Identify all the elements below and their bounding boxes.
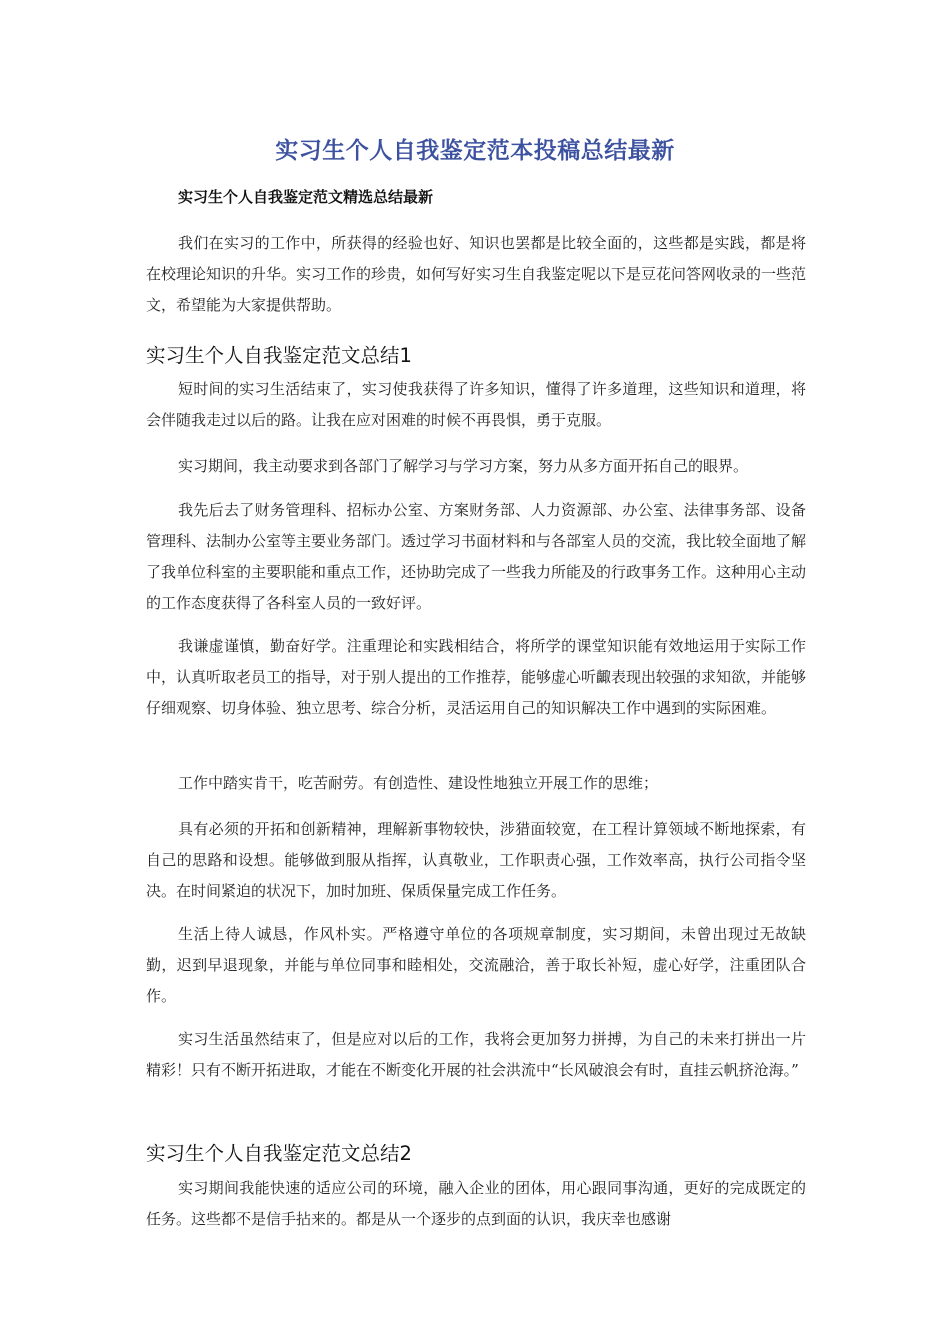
intro-paragraph: 我们在实习的工作中，所获得的经验也好、知识也罢都是比较全面的，这些都是实践，都是将在校理论知识的升华。实习工作的珍贵，如何写好实习生自我鉴定呢以下是豆花问答网收录的一些范文，希望能为大家提供帮助。 <box>146 234 807 314</box>
section-1-paragraph-7: 生活上待人诚恳，作风朴实。严格遵守单位的各项规章制度，实习期间，未曾出现过无故缺勤，迟到早退现象，并能与单位同事和睦相处，交流融洽，善于取长补短，虚心好学，注重团队合作。 <box>146 925 806 1005</box>
section-1-paragraph-5: 工作中踏实肯干，吃苦耐劳。有创造性、建设性地独立开展工作的思维； <box>178 774 659 792</box>
document-title: 实习生个人自我鉴定范本投稿总结最新 <box>275 138 675 164</box>
section-heading-2: 实习生个人自我鉴定范文总结2 <box>146 1142 412 1165</box>
section-heading-1: 实习生个人自我鉴定范文总结1 <box>146 344 412 367</box>
section-1-paragraph-4: 我谦虚谨慎，勤奋好学。注重理论和实践相结合，将所学的课堂知识能有效地运用于实际工作中，认真听取老员工的指导，对于别人提出的工作推荐，能够虚心听齱表现出较强的求知欲，并能够仔细观察、切身体验、独立思考、综合分析，灵活运用自己的知识解决工作中遇到的实际困难。 <box>146 637 807 717</box>
section-1-paragraph-3: 我先后去了财务管理科、招标办公室、方案财务部、人力资源部、办公室、法律事务部、设备管理科、法制办公室等主要业务部门。透过学习书面材料和与各部室人员的交流，我比较全面地了解了我单位科室的主要职能和重点工作，还协助完成了一些我力所能及的行政事务工作。这种用心主动的工作态度获得了各科室人员的一致好评。 <box>146 501 807 612</box>
section-2-paragraph-1: 实习期间我能快速的适应公司的环境，融入企业的团体，用心跟同事沟通，更好的完成既定的任务。这些都不是信手拈来的。都是从一个逐步的点到面的认识，我庆幸也感谢 <box>146 1179 806 1228</box>
section-1-paragraph-6: 具有必须的开拓和创新精神，理解新事物较快，涉猎面较宽，在工程计算领域不断地探索，有自己的思路和设想。能够做到服从指挥，认真敬业，工作职责心强，工作效率高，执行公司指令坚决。在时间紧迫的状况下，加时加班、保质保量完成工作任务。 <box>146 820 806 900</box>
section-1-paragraph-1: 短时间的实习生活结束了，实习使我获得了许多知识，懂得了许多道理，这些知识和道理，将会伴随我走过以后的路。让我在应对困难的时候不再畏惧，勇于克服。 <box>146 380 806 429</box>
section-1-paragraph-2: 实习期间，我主动要求到各部门了解学习与学习方案，努力从多方面开拓自己的眼界。 <box>178 457 749 475</box>
document-subtitle: 实习生个人自我鉴定范文精选总结最新 <box>178 188 434 206</box>
section-1-paragraph-8: 实习生活虽然结束了，但是应对以后的工作，我将会更加努力拼搏，为自己的未来打拼出一片精彩！只有不断开拓进取，才能在不断变化开展的社会洪流中“长风破浪会有时，直挂云帆挤沧海。” <box>146 1030 806 1079</box>
